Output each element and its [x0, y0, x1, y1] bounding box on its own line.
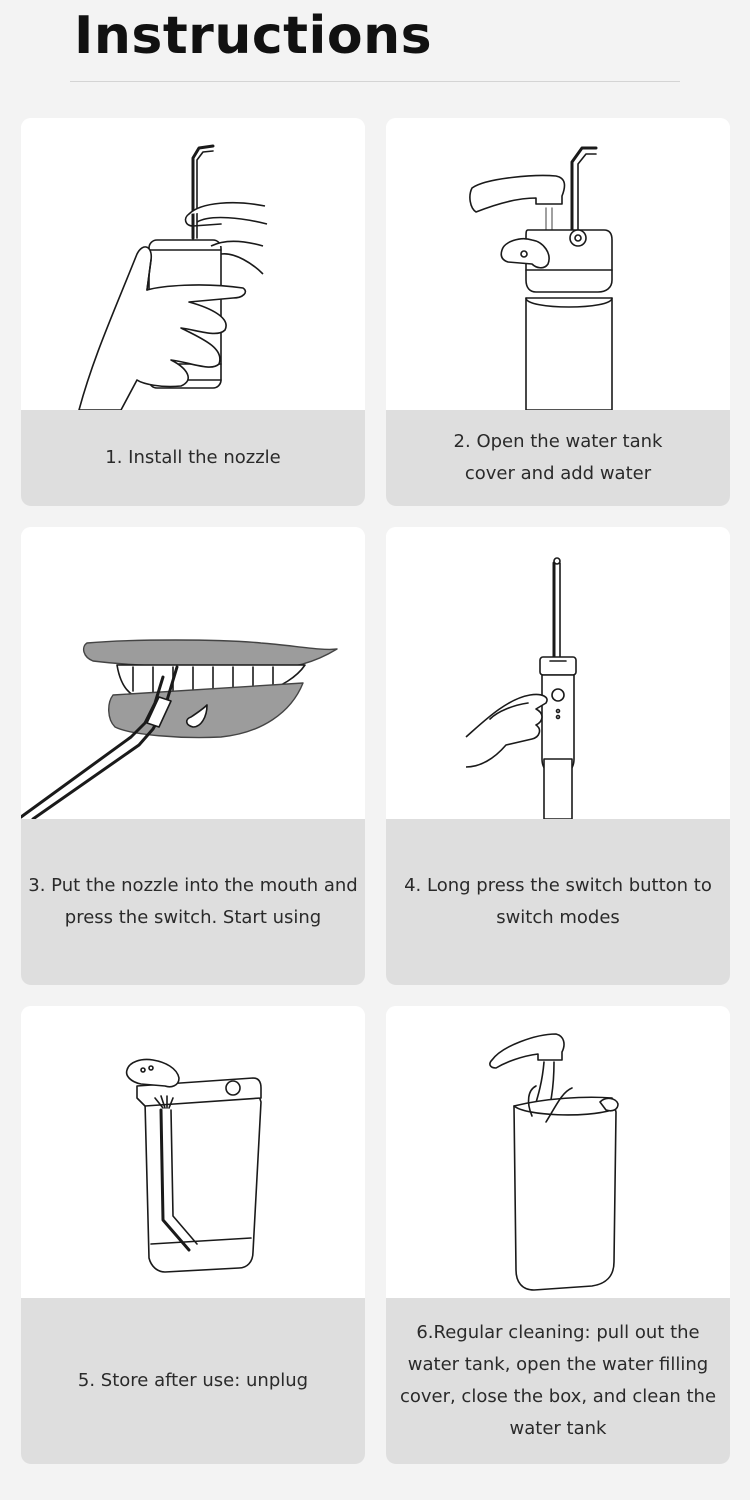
- step-card-6: [386, 1006, 730, 1464]
- step-1-illustration: [21, 118, 365, 410]
- step-5-caption-text: 5. Store after use: unplug: [77, 1370, 309, 1391]
- step-3-caption: [21, 819, 365, 985]
- step-6-illustration: [386, 1006, 730, 1298]
- step-card-5: [21, 1006, 365, 1464]
- step-card-1: [21, 118, 365, 506]
- step-3-caption-text: 3. Put the nozzle into the mouth and press the switch. Start using: [28, 875, 358, 928]
- step-6-caption: [386, 1298, 730, 1464]
- step-1-caption: [21, 410, 365, 506]
- step-4-illustration: [386, 527, 730, 819]
- step-2-caption-text: 2. Open the water tank cover and add water: [453, 431, 663, 484]
- step-2-illustration: [386, 118, 730, 410]
- page-title: Instructions: [74, 6, 433, 66]
- step-4-caption-text: 4. Long press the switch button to switch modes: [404, 875, 712, 928]
- step-5-illustration: [21, 1006, 365, 1298]
- step-1-caption-text: 1. Install the nozzle: [105, 447, 281, 468]
- step-card-2: [386, 118, 730, 506]
- step-4-caption: [386, 819, 730, 985]
- step-card-3: [21, 527, 365, 985]
- step-2-caption: [386, 410, 730, 506]
- step-6-caption-text: 6.Regular cleaning: pull out the water tank, open the water filling cover, close the box, and clean the water tank: [399, 1322, 717, 1439]
- step-card-4: [386, 527, 730, 985]
- step-3-illustration: [21, 527, 365, 819]
- step-5-caption: [21, 1298, 365, 1464]
- title-divider: [70, 81, 680, 82]
